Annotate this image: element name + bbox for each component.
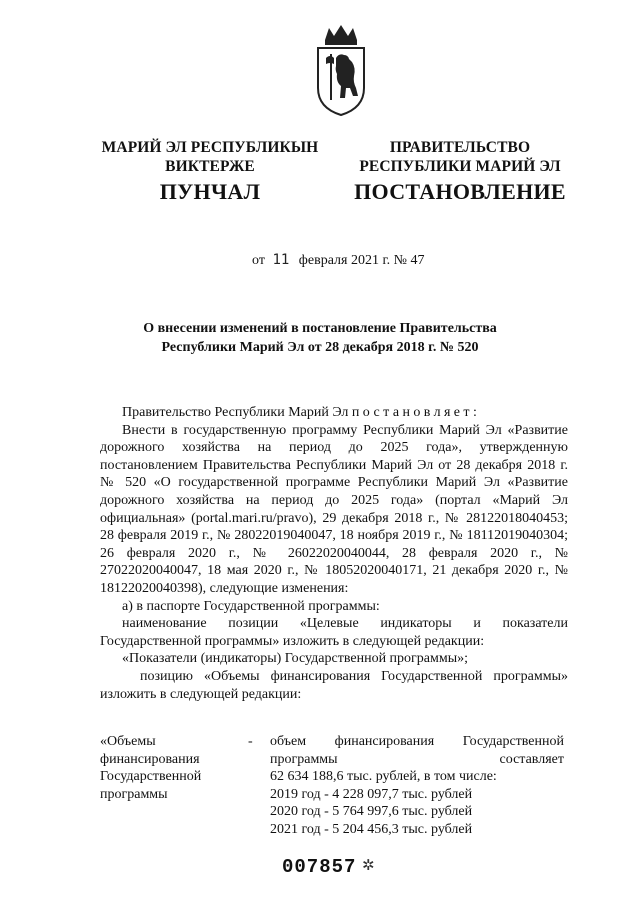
title-line1: О внесении изменений в постановление Правительства <box>143 321 497 336</box>
header-left-title: ПУНЧАЛ <box>159 179 261 204</box>
header-right-line1: ПРАВИТЕЛЬСТВО <box>389 139 531 156</box>
header-right-line2: РЕСПУБЛИКИ МАРИЙ ЭЛ <box>359 158 561 175</box>
header-left <box>100 138 320 176</box>
serial-number: 007857 <box>282 856 357 878</box>
funding-table-label <box>100 733 250 803</box>
document-body <box>100 404 568 703</box>
paragraph-amendment: Внести в государственную программу Республики Марий Эл «Развитие дорожного хозяйства на период до 2025 года», утвержденную постановлением Правительства Республики Марий Эл от 28 декабря 2018 г. № 520 «О государственной программе Республики Марий Эл «Развитие дорожного хозяйства на период до 2025 года» (портал «Марий Эл официальная» (portal.mari.ru/pravo), 29 декабря 2018 г., № 28122018040453; 28 февраля 2019 г., № 28022019040047, 18 ноября 2019 г., № 18112019040304; 26 февраля 2020 г., № 26022020040044, 28 февраля 2020 г., № 27022020040047, 18 мая 2020 г., № 18052020040171, 21 декабря 2020 г., № 18122020040398), следующие изменения: <box>100 422 568 596</box>
document-title <box>120 319 520 357</box>
coat-of-arms-emblem <box>312 22 370 118</box>
header-left-line1: МАРИЙ ЭЛ РЕСПУБЛИКЫН <box>101 139 319 156</box>
intro-spaced-verb: постановляет: <box>351 405 481 420</box>
value-line: 2019 год - 4 228 097,7 тыс. рублей <box>270 786 473 802</box>
paragraph-funding-position: позицию «Объемы финансирования Государственной программы» изложить в следующей редакции: <box>100 668 568 702</box>
value-line: программы составляет <box>270 751 564 767</box>
value-line: 2020 год - 5 764 997,6 тыс. рублей <box>270 804 473 820</box>
paragraph-a: а) в паспорте Государственной программы: <box>122 598 380 614</box>
header-right-title: ПОСТАНОВЛЕНИЕ <box>354 179 566 204</box>
date-day: 11 <box>272 252 290 268</box>
paragraph-name-position: наименование позиции «Целевые индикаторы и показатели Государственной программы» изложить в следующей редакции: <box>100 616 568 649</box>
label-line: программы <box>100 786 168 802</box>
header-right <box>345 138 575 176</box>
date-rest: февраля 2021 г. № 47 <box>298 253 425 268</box>
value-line: объем финансирования Государственной <box>270 734 564 749</box>
funding-table-value <box>270 733 564 839</box>
title-line2: Республики Марий Эл от 28 декабря 2018 г. № 520 <box>161 340 479 355</box>
header-left-line2: ВИКТЕРЖЕ <box>165 158 255 175</box>
paragraph-indicators: «Показатели (индикаторы) Государственной программы»; <box>122 651 469 667</box>
label-line: Государственной <box>100 769 202 785</box>
label-line: «Объемы <box>100 734 156 749</box>
date-prefix: от <box>252 253 265 268</box>
value-line: 2021 год - 5 204 456,3 тыс. рублей <box>270 821 473 837</box>
intro-paragraph <box>100 404 568 422</box>
value-line: 62 634 188,6 тыс. рублей, в том числе: <box>270 769 497 785</box>
funding-table-dash: - <box>248 734 253 749</box>
label-line: финансирования <box>100 751 200 767</box>
intro-prefix: Правительство Республики Марий Эл <box>122 405 349 420</box>
star-mark-icon: ✲ <box>362 858 375 874</box>
